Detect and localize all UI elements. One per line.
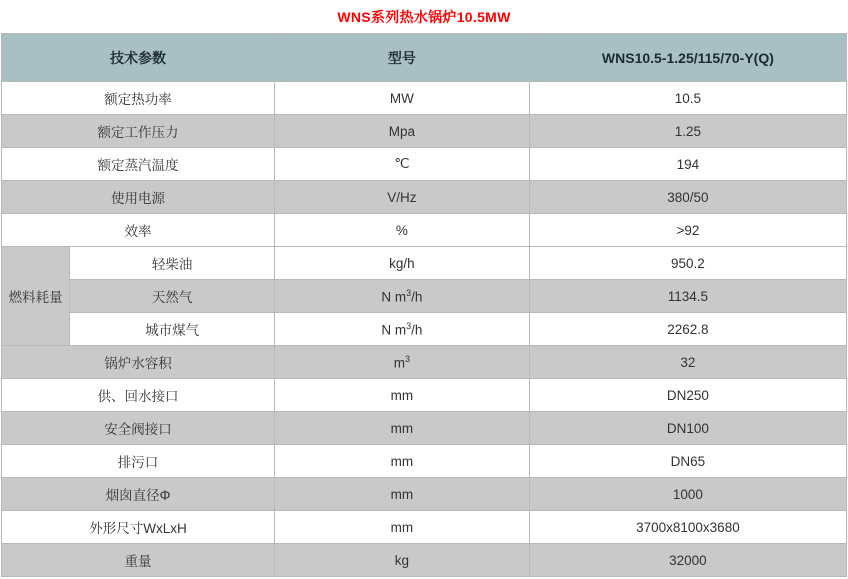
table-row: [2, 148, 847, 181]
table-row: [2, 346, 847, 379]
row-unit: mm: [274, 379, 529, 412]
row-value: >92: [529, 214, 846, 247]
row-unit: mm: [274, 511, 529, 544]
table-row-fuel-natural-gas: [2, 280, 847, 313]
column-header-parameter: 技术参数: [2, 34, 275, 82]
row-label: 额定工作压力: [2, 115, 275, 148]
row-unit: V/Hz: [274, 181, 529, 214]
row-unit: kg: [274, 544, 529, 577]
row-label: 额定热功率: [2, 82, 275, 115]
table-row: [2, 544, 847, 577]
table-row: [2, 412, 847, 445]
row-unit: mm: [274, 445, 529, 478]
row-unit: ℃: [274, 148, 529, 181]
table-row: [2, 379, 847, 412]
row-label: 使用电源: [2, 181, 275, 214]
table-row: [2, 181, 847, 214]
table-row: [2, 115, 847, 148]
column-header-model-value: WNS10.5-1.25/115/70-Y(Q): [529, 34, 846, 82]
row-unit: %: [274, 214, 529, 247]
row-label: 锅炉水容积: [2, 346, 275, 379]
row-unit: [274, 280, 529, 313]
row-value: 32000: [529, 544, 846, 577]
row-unit: mm: [274, 412, 529, 445]
row-label: 排污口: [2, 445, 275, 478]
row-value: DN65: [529, 445, 846, 478]
table-row-fuel-city-gas: [2, 313, 847, 346]
page-title: WNS系列热水锅炉10.5MW: [337, 8, 511, 25]
row-value: 380/50: [529, 181, 846, 214]
unit-exponent: 3: [406, 287, 412, 298]
row-unit: kg/h: [274, 247, 529, 280]
row-unit: Mpa: [274, 115, 529, 148]
row-label: 城市煤气: [70, 313, 275, 346]
table-row-fuel-diesel: [2, 247, 847, 280]
row-label: 烟囱直径Φ: [2, 478, 275, 511]
row-value: 950.2: [529, 247, 846, 280]
table-row: [2, 445, 847, 478]
row-unit: [274, 313, 529, 346]
unit-prefix: N m: [381, 322, 407, 338]
row-label: 天然气: [70, 280, 275, 313]
fuel-group-label: 燃料耗量: [2, 247, 70, 346]
table-row: [2, 478, 847, 511]
table-row: [2, 214, 847, 247]
row-value: 10.5: [529, 82, 846, 115]
row-value: 1.25: [529, 115, 846, 148]
row-value: 32: [529, 346, 846, 379]
row-unit: mm: [274, 478, 529, 511]
row-label: 重量: [2, 544, 275, 577]
unit-prefix: m: [393, 355, 406, 371]
row-value: 2262.8: [529, 313, 846, 346]
row-value: DN250: [529, 379, 846, 412]
row-unit: MW: [274, 82, 529, 115]
row-label: 供、回水接口: [2, 379, 275, 412]
unit-suffix: /h: [411, 289, 423, 305]
table-header-row: [2, 34, 847, 82]
unit-exponent: 3: [406, 320, 412, 331]
row-value: 1134.5: [529, 280, 846, 313]
specifications-table: [1, 33, 847, 577]
row-label: 外形尺寸WxLxH: [2, 511, 275, 544]
row-label: 安全阀接口: [2, 412, 275, 445]
row-label: 额定蒸汽温度: [2, 148, 275, 181]
table-row: [2, 511, 847, 544]
row-label: 效率: [2, 214, 275, 247]
row-value: 194: [529, 148, 846, 181]
row-unit: [274, 346, 529, 379]
column-header-model-label: 型号: [274, 34, 529, 82]
table-row: [2, 82, 847, 115]
unit-exponent: 3: [405, 353, 411, 364]
row-value: 1000: [529, 478, 846, 511]
row-value: 3700x8100x3680: [529, 511, 846, 544]
row-value: DN100: [529, 412, 846, 445]
unit-suffix: /h: [411, 322, 423, 338]
row-label: 轻柴油: [70, 247, 275, 280]
unit-prefix: N m: [381, 289, 407, 305]
title-bar: [0, 0, 848, 33]
